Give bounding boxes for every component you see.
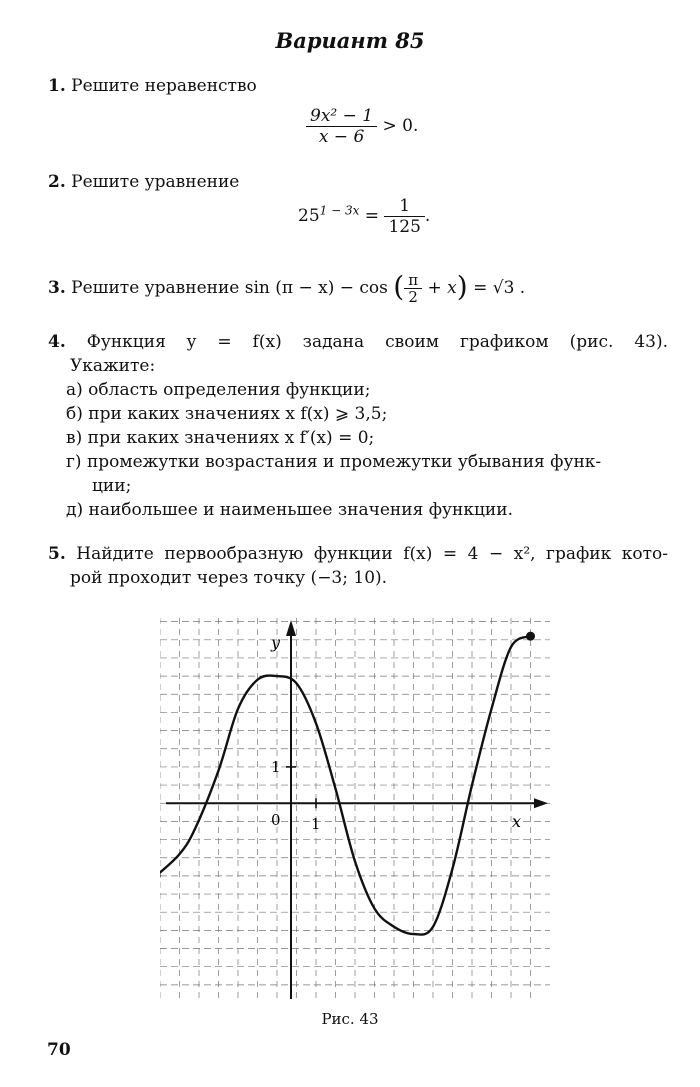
task-text: Решите неравенство <box>71 76 257 96</box>
origin-label: 0 <box>271 811 281 830</box>
x-axis-arrow <box>534 798 548 808</box>
task-text: Решите уравнение <box>71 172 240 192</box>
task-1 <box>48 74 668 98</box>
list-item: г) промежутки возрастания и промежутки убывания функ- <box>66 452 602 472</box>
task-text: Найдите первообразную функции f(x) = 4 − x², график кото- <box>76 544 669 564</box>
list-item: б) при каких значениях x f(x) ⩾ 3,5; <box>66 404 388 424</box>
right-paren: ) <box>456 270 468 303</box>
list-item: д) наибольшее и наименьшее значения функции. <box>66 500 513 520</box>
inequality-formula <box>306 106 418 147</box>
function-graph <box>160 618 550 1003</box>
list-item: в) при каких значениях x f′(x) = 0; <box>66 428 375 448</box>
relation: > 0. <box>382 116 419 136</box>
task-text: Функция y = f(x) задана своим графиком (рис. 43). <box>86 332 669 352</box>
task-number: 1. <box>48 76 66 96</box>
x-axis-label: x <box>512 812 522 832</box>
fraction <box>404 272 422 305</box>
task-3 <box>48 272 668 305</box>
grid <box>160 618 550 1003</box>
period: . <box>424 206 431 226</box>
list-item: ции; <box>92 476 132 496</box>
task-number: 5. <box>48 544 66 564</box>
fraction-numerator: 9x² − 1 <box>306 106 377 127</box>
exponential-equation <box>298 196 430 237</box>
exponent: 1 − 3x <box>319 203 360 218</box>
y-axis-arrow <box>286 620 296 636</box>
equals-sign: = <box>473 278 488 298</box>
task-4 <box>48 330 668 522</box>
task-text: Решите уравнение sin (π − x) − cos <box>71 278 388 298</box>
fraction <box>306 106 377 147</box>
equals-sign: = <box>364 206 380 226</box>
fraction-denominator: 125 <box>388 217 421 237</box>
task-2 <box>48 170 668 194</box>
left-paren: ( <box>393 270 405 303</box>
page-number: 70 <box>47 1040 71 1060</box>
paren-tail: + x <box>427 278 457 298</box>
fraction-numerator: 1 <box>384 196 424 217</box>
task-5-line-2: рой проходит через точку (−3; 10). <box>70 568 388 588</box>
task-number: 2. <box>48 172 66 192</box>
task-4-line-1 <box>48 330 668 354</box>
task-4-line-2: Укажите: <box>70 356 156 376</box>
y-tick-label: 1 <box>271 757 281 776</box>
x-tick-label: 1 <box>311 815 321 834</box>
task-5 <box>48 542 668 590</box>
list-item: а) область определения функции; <box>66 380 371 400</box>
fraction-numerator: π <box>404 272 422 289</box>
endpoint-dot <box>526 632 535 641</box>
task-number: 3. <box>48 278 66 298</box>
fraction-denominator: x − 6 <box>318 127 365 147</box>
y-axis-label: y <box>271 633 281 652</box>
rhs: √3 . <box>492 278 526 298</box>
task-number: 4. <box>48 332 66 352</box>
fraction <box>384 196 424 237</box>
figure-caption: Рис. 43 <box>321 1010 379 1028</box>
page-title: Вариант 85 <box>275 28 425 53</box>
fraction-denominator: 2 <box>408 288 418 306</box>
base: 25 <box>298 206 320 226</box>
task-5-line-1 <box>48 542 668 566</box>
